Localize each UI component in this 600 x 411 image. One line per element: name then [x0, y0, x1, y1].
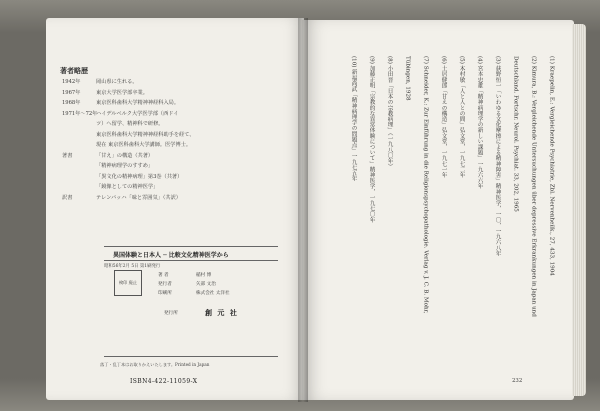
- colophon-label: 著 者: [158, 273, 169, 278]
- page-edges: [572, 24, 586, 396]
- bio-text: 岡山県に生れる。: [96, 79, 138, 85]
- bio-text: ツ）へ留学、精神科で研修。: [96, 121, 164, 127]
- bio-year: 1967年: [62, 89, 81, 96]
- book-gutter: [298, 18, 308, 402]
- reference-entry: (10) 新福尚武「精神病理学の問題点」一九七五年: [350, 56, 357, 182]
- colophon-label: 発行者: [158, 282, 172, 287]
- notice-text: 落丁・乱丁本はお取りかえいたします。Printed in Japan: [100, 362, 210, 367]
- reference-entry: (7) Schneider, K.: Zur Einführung in die Religionspsychopathologie. Verlag v. J. C. B. Mohr,: [422, 56, 429, 314]
- colophon-value: 稲村 博: [196, 273, 212, 278]
- bio-text: 東京大学医学部卒業。: [96, 89, 148, 96]
- bio-year: 1971年～72年: [62, 110, 98, 117]
- bio-text: 「異文化の精神病理」第3巻（共著）: [96, 173, 183, 180]
- reference-entry: (6) 土居健郎「甘えの構造」弘文堂，一九七一年: [440, 56, 447, 178]
- bio-text: 「鏡像としての精神医学」: [96, 184, 159, 190]
- bio-text: 現在 東京医科歯科大学講師。医学博士。: [96, 142, 192, 148]
- seal-stamp: 検印 廃止: [114, 270, 142, 296]
- bio-title: 著者略歴: [60, 66, 88, 75]
- publisher-label: 発行所: [164, 311, 178, 316]
- bio-text: 東京医科歯科大学精神神経科助手を経て、: [96, 131, 195, 138]
- reference-entry: (2) Kimura, B.: Vergleichende Untersuchungen über depressive Erkrankungen in Japan und: [530, 56, 537, 317]
- bio-text: 東京医科歯科大学精神神経科入局。: [96, 100, 180, 106]
- reference-entry: Tübingen, 1928: [404, 56, 411, 101]
- isbn: ISBN4-422-11059-X: [130, 378, 198, 385]
- colophon-mid-rule: [104, 260, 278, 261]
- reference-entry: (1) Kraepelin, E.: Vergleichende Psychiatrie, Zbl. Nervenheilk., 27, 433, 1904: [548, 56, 555, 276]
- colophon-bottom-rule: [104, 356, 278, 357]
- reference-entry: (8) 小田晋「日本の宗教病理」（一九八〇年）: [386, 56, 393, 170]
- publisher-name: 創 元 社: [205, 308, 239, 317]
- colophon-value: 矢部 文治: [196, 282, 216, 287]
- reference-entry: (3) 荻野恒一「いわゆる文化摩擦による精神障害」精神医学，一〇，一九六八年: [494, 56, 501, 257]
- bio-year: 1968年: [62, 100, 81, 106]
- colophon-value: 株式会社 太洋社: [196, 291, 230, 296]
- page-number: 232: [512, 378, 523, 384]
- bio-text: 「甘え」の構造（共著）: [96, 152, 154, 159]
- colophon-top-rule: [104, 246, 278, 247]
- colophon-dates: 昭和56年2月 5日 第1刷発行: [104, 264, 161, 269]
- bio-text: ハイデルベルク大学医学部（西ドイ: [96, 110, 179, 117]
- reference-entry: Deutschland. Fortschr. Neurol. Psychiat. 33, 202, 1965: [512, 56, 519, 212]
- bio-year: 著書: [62, 152, 73, 159]
- reference-entry: (9) 加藤正明「宗教的な異常体験について」精神医学，一九七〇年: [368, 56, 375, 223]
- bio-text: テレンバッハ「味と雰囲気」（共訳）: [96, 194, 181, 201]
- reference-entry: (5) 木村敏「人と人との間」弘文堂，一九七二年: [458, 56, 465, 178]
- reference-entry: (4) 宮本忠雄「精神病理学の新しい課題」一九六六年: [476, 56, 483, 189]
- bio-text: 「精神病理学のすすめ」: [96, 163, 154, 169]
- colophon-label: 印刷所: [158, 291, 172, 296]
- bio-year: 1942年: [62, 79, 81, 85]
- colophon-title: 異国体験と日本人 ─ 比較文化精神医学から: [113, 252, 229, 259]
- bio-year: 訳書: [62, 194, 73, 201]
